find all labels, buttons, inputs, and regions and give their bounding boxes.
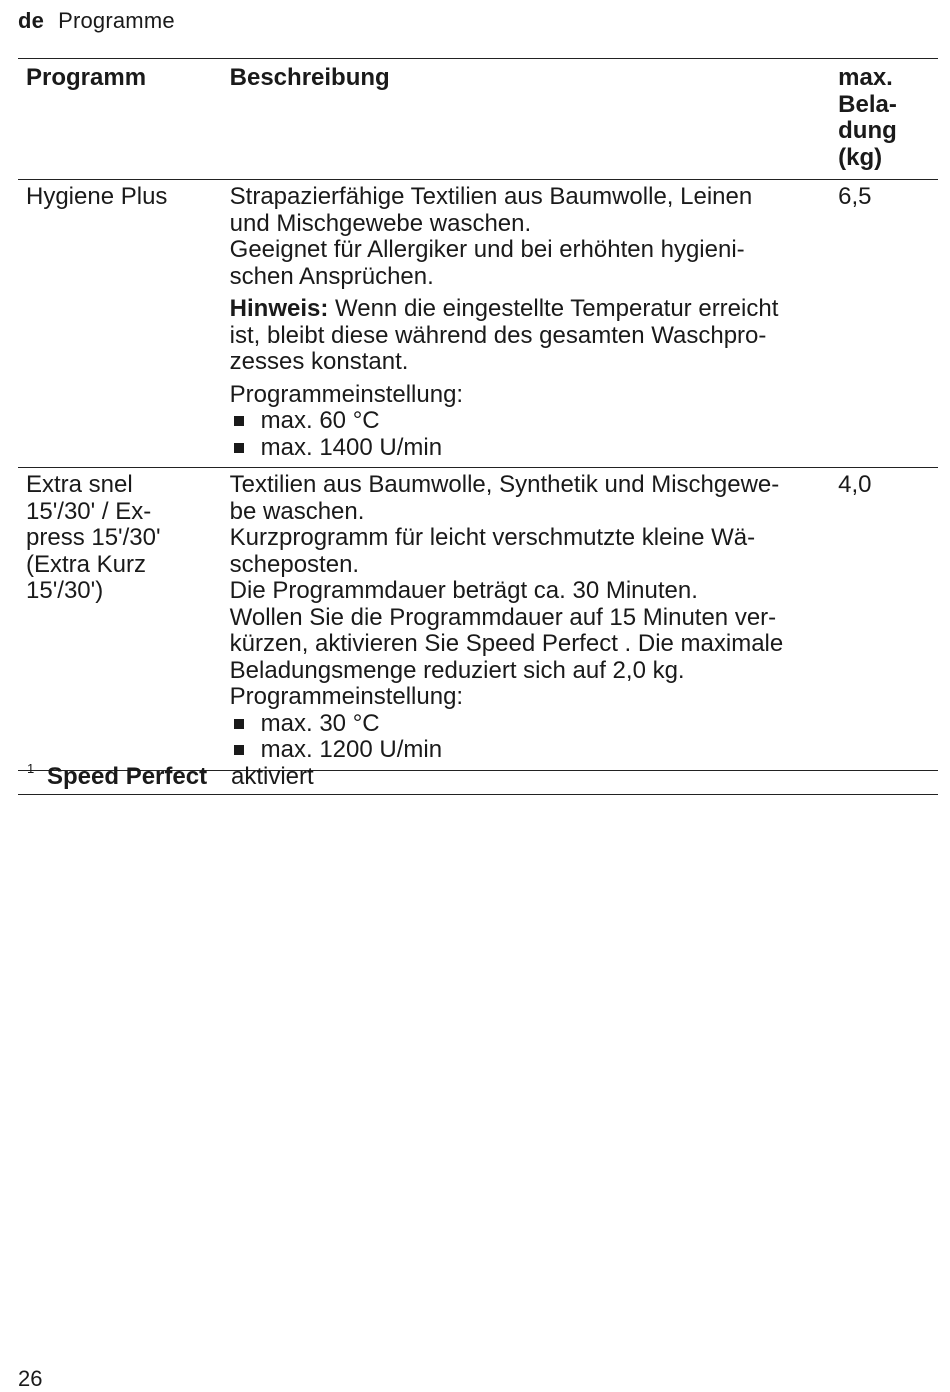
language-code: de (18, 8, 45, 33)
note-line: zesses konstant. (229, 348, 409, 375)
description-line: Textilien aus Baumwolle, Synthetik und Mischgewe- (229, 471, 780, 498)
column-header-description: Beschreibung (229, 64, 390, 91)
description-line: Geeignet für Allergiker und bei erhöhten hygieni- (229, 236, 745, 263)
setting-value: max. 1400 U/min (260, 433, 443, 461)
column-header-program: Programm (26, 64, 147, 91)
description-line: Beladungsmenge reduziert sich auf 2,0 kg. (229, 656, 685, 684)
column-header-max-load (838, 59, 938, 180)
max-load: 6,5 (838, 183, 872, 210)
table-header-row (18, 59, 938, 180)
page-number: 26 (18, 1366, 43, 1391)
page-header (18, 8, 175, 34)
program-name-line: 15'/30' / Ex- (26, 497, 152, 525)
bullet-square-icon (234, 745, 244, 755)
note-line: Wenn die eingestellte Temperatur erreicht (328, 295, 779, 322)
note-label: Hinweis: (229, 295, 329, 322)
note-block (230, 296, 838, 323)
setting-bullet (230, 435, 838, 462)
bullet-square-icon (234, 416, 244, 426)
setting-bullet (230, 408, 838, 435)
description-line: scheposten. (229, 550, 360, 578)
footnote-label: Speed Perfect (47, 763, 208, 790)
description-line: be waschen. (229, 497, 365, 525)
description-line: schen Ansprüchen. (229, 262, 434, 290)
program-name-line: press 15'/30' (26, 524, 161, 551)
bullet-square-icon (234, 719, 244, 729)
column-header-max-load-text: max. Bela- dung (kg) (838, 64, 897, 171)
program-name: Hygiene Plus (26, 183, 168, 210)
footnote (18, 760, 938, 795)
program-name-line: 15'/30') (26, 577, 104, 604)
program-table (18, 58, 938, 771)
description-line: Wollen Sie die Programmdauer auf 15 Minuten ver- (229, 603, 777, 631)
program-name-line: Extra snel (26, 471, 133, 498)
footnote-marker: 1 (27, 761, 35, 776)
table-row-hygiene-plus (18, 180, 938, 468)
setting-bullet (230, 711, 838, 738)
setting-value: max. 60 °C (260, 407, 380, 434)
footnote-text: aktiviert (231, 763, 314, 790)
section-title: Programme (58, 8, 175, 33)
setting-value: max. 1200 U/min (260, 736, 443, 763)
max-load: 4,0 (838, 471, 872, 498)
program-description (230, 468, 838, 771)
program-name-line: (Extra Kurz (26, 550, 147, 578)
description-line: und Mischgewebe waschen. (229, 209, 532, 237)
program-description (230, 180, 838, 468)
description-line: Strapazierfähige Textilien aus Baumwolle, Leinen (229, 183, 753, 210)
description-line: kürzen, aktivieren Sie Speed Perfect . Die maximale (229, 630, 784, 657)
setting-label: Programmeinstellung: (229, 683, 464, 710)
program-name (18, 468, 230, 771)
setting-value: max. 30 °C (260, 709, 380, 737)
bullet-square-icon (234, 443, 244, 453)
description-line: Die Programmdauer beträgt ca. 30 Minuten. (229, 577, 698, 604)
table-row-extra-snel (18, 468, 938, 771)
note-line: ist, bleibt diese während des gesamten Waschpro- (229, 321, 767, 349)
description-line: Kurzprogramm für leicht verschmutzte kleine Wä- (229, 524, 756, 551)
setting-label: Programmeinstellung: (229, 380, 464, 408)
